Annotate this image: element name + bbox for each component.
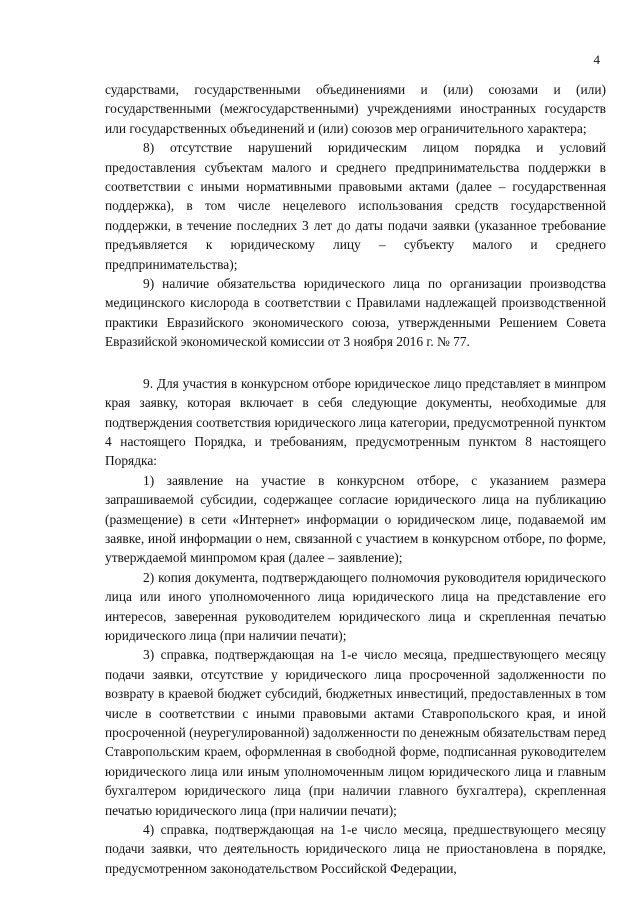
paragraph-subitem-3: 3) справка, подтверждающая на 1-е число месяца, предшествующего месяцу подачи заявки, отсутствие у юридического лица просроченной задолженности по возврату в краевой бюджет субсидий, бюджетных инвестиций, предоставленных в том числе в соответствии с иными правовыми актами Ставропольского края, и иной просроченной (неурегулированной) задолженности по денежным обязательствам перед Ставропольским краем, оформленная в свободной форме, подписанная руководителем юридического лица или иным уполномоченным лицом юридического лица и главным бухгалтером юридического лица (при наличии главного бухгалтера), скрепленная печатью юридического лица (при наличии печати); bbox=[105, 647, 606, 818]
document-body bbox=[105, 80, 606, 878]
paragraph-subitem-1: 1) заявление на участие в конкурсном отборе, с указанием размера запрашиваемой субсидии, содержащее согласие юридического лица на публикацию (размещение) в сети «Интернет» информации о юридическом лице, подаваемой им заявке, иной информации о нем, связанной с участием в конкурсном отборе, по форме, утверждаемой минпромом края (далее – заявление); bbox=[105, 472, 606, 566]
paragraph-item-8: 8) отсутствие нарушений юридическим лицом порядка и условий предоставления субъектам малого и среднего предпринимательства поддержки в соответствии с иными нормативными правовыми актами (далее – государственная поддержка), в том числе нецелевого использования средств государственной поддержки, в течение последних 3 лет до даты подачи заявки (указанное требование предъявляется к юридическому лицу – субъекту малого и среднего предпринимательства); bbox=[105, 140, 606, 272]
paragraph-section-9: 9. Для участия в конкурсном отборе юридическое лицо представляет в минпром края заявку, которая включает в себя следующие документы, необходимые для подтверждения соответствия юридического лица категории, предусмотренной пунктом 4 настоящего Порядка, и требованиям, предусмотренным пунктом 8 настоящего Порядка: bbox=[105, 375, 606, 469]
paragraph-subitem-4: 4) справка, подтверждающая на 1-е число месяца, предшествующего месяцу подачи заявки, что деятельность юридического лица не приостановлена в порядке, предусмотренном законодательством Российской Федерации, bbox=[105, 822, 606, 876]
page-number: 4 bbox=[593, 52, 600, 67]
paragraph-item-9: 9) наличие обязательства юридического лица по организации производства медицинского кислорода в соответствии с Правилами надлежащей производственной практики Евразийского экономического союза, утвержденными Решением Совета Евразийской экономической комиссии от 3 ноября 2016 г. № 77. bbox=[105, 276, 606, 350]
paragraph-continuation: сударствами, государственными объединениями и (или) союзами и (или) государственными (межгосударственными) учреждениями иностранных государств или государственных объединений и (или) союзов мер ограничительного характера; bbox=[105, 82, 606, 136]
paragraph-subitem-2: 2) копия документа, подтверждающего полномочия руководителя юридического лица или иного уполномоченного лица юридического лица на представление его интересов, заверенная руководителем юридического лица и скрепленная печатью юридического лица (при наличии печати); bbox=[105, 569, 606, 643]
